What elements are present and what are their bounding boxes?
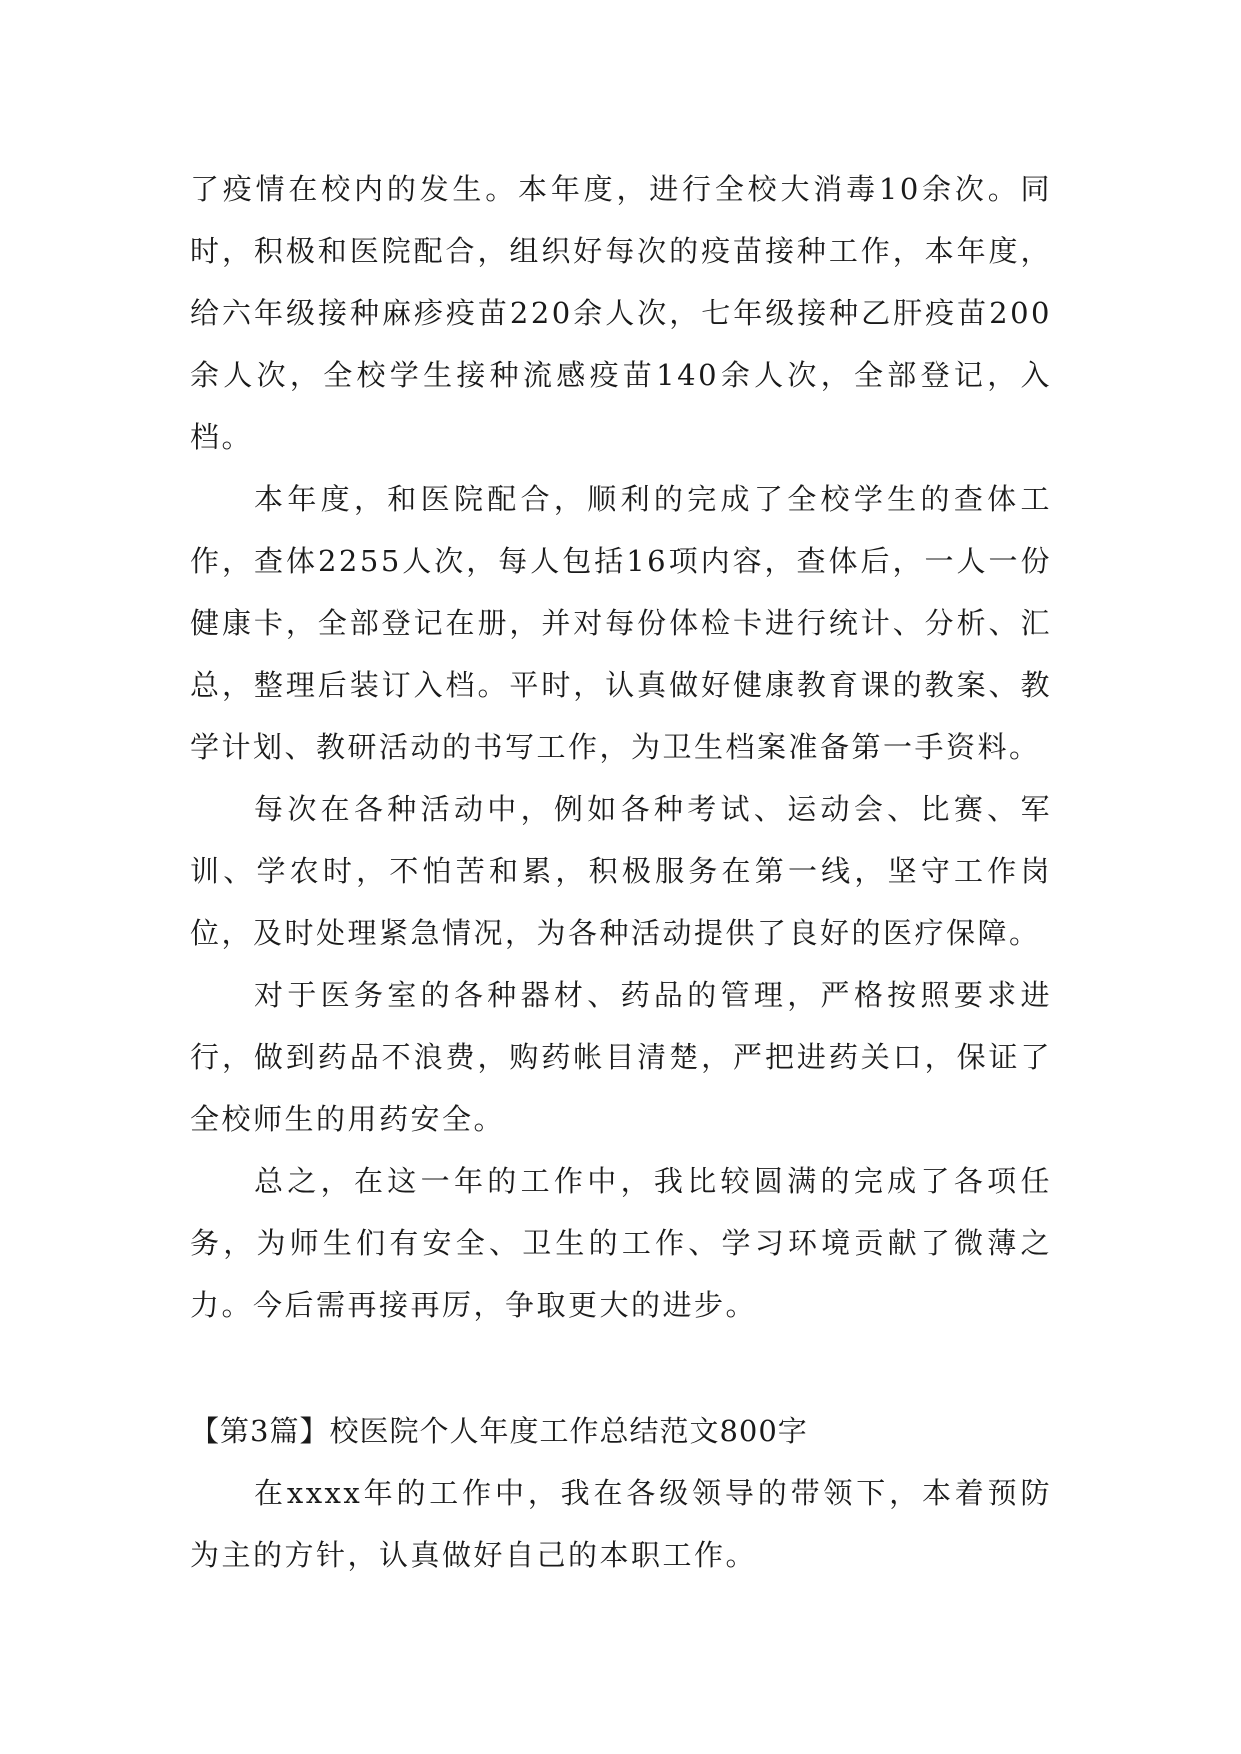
paragraph-conclusion: 总之，在这一年的工作中，我比较圆满的完成了各项任务，为师生们有安全、卫生的工作、学习环境贡献了微薄之力。今后需再接再厉，争取更大的进步。 [190,1164,1052,1322]
section-heading: 【第3篇】校医院个人年度工作总结范文800字 [190,1414,808,1448]
section-paragraph: 在xxxx年的工作中，我在各级领导的带领下，本着预防为主的方针，认真做好自己的本职工作。 [190,1476,1052,1572]
document-body [190,158,1052,1586]
paragraph-continued: 了疫情在校内的发生。本年度，进行全校大消毒10余次。同时，积极和医院配合，组织好每次的疫苗接种工作，本年度，给六年级接种麻疹疫苗220余人次，七年级接种乙肝疫苗200余人次，全校学生接种流感疫苗140余人次，全部登记，入档。 [190,172,1052,454]
paragraph-activities: 每次在各种活动中，例如各种考试、运动会、比赛、军训、学农时，不怕苦和累，积极服务在第一线，坚守工作岗位，及时处理紧急情况，为各种活动提供了良好的医疗保障。 [190,792,1052,950]
paragraph-physical-exam: 本年度，和医院配合，顺利的完成了全校学生的查体工作，查体2255人次，每人包括16项内容，查体后，一人一份健康卡，全部登记在册，并对每份体检卡进行统计、分析、汇总，整理后装订入档。平时，认真做好健康教育课的教案、教学计划、教研活动的书写工作，为卫生档案准备第一手资料。 [190,482,1052,764]
paragraph-medicine-management: 对于医务室的各种器材、药品的管理，严格按照要求进行，做到药品不浪费，购药帐目清楚，严把进药关口，保证了全校师生的用药安全。 [190,978,1052,1136]
